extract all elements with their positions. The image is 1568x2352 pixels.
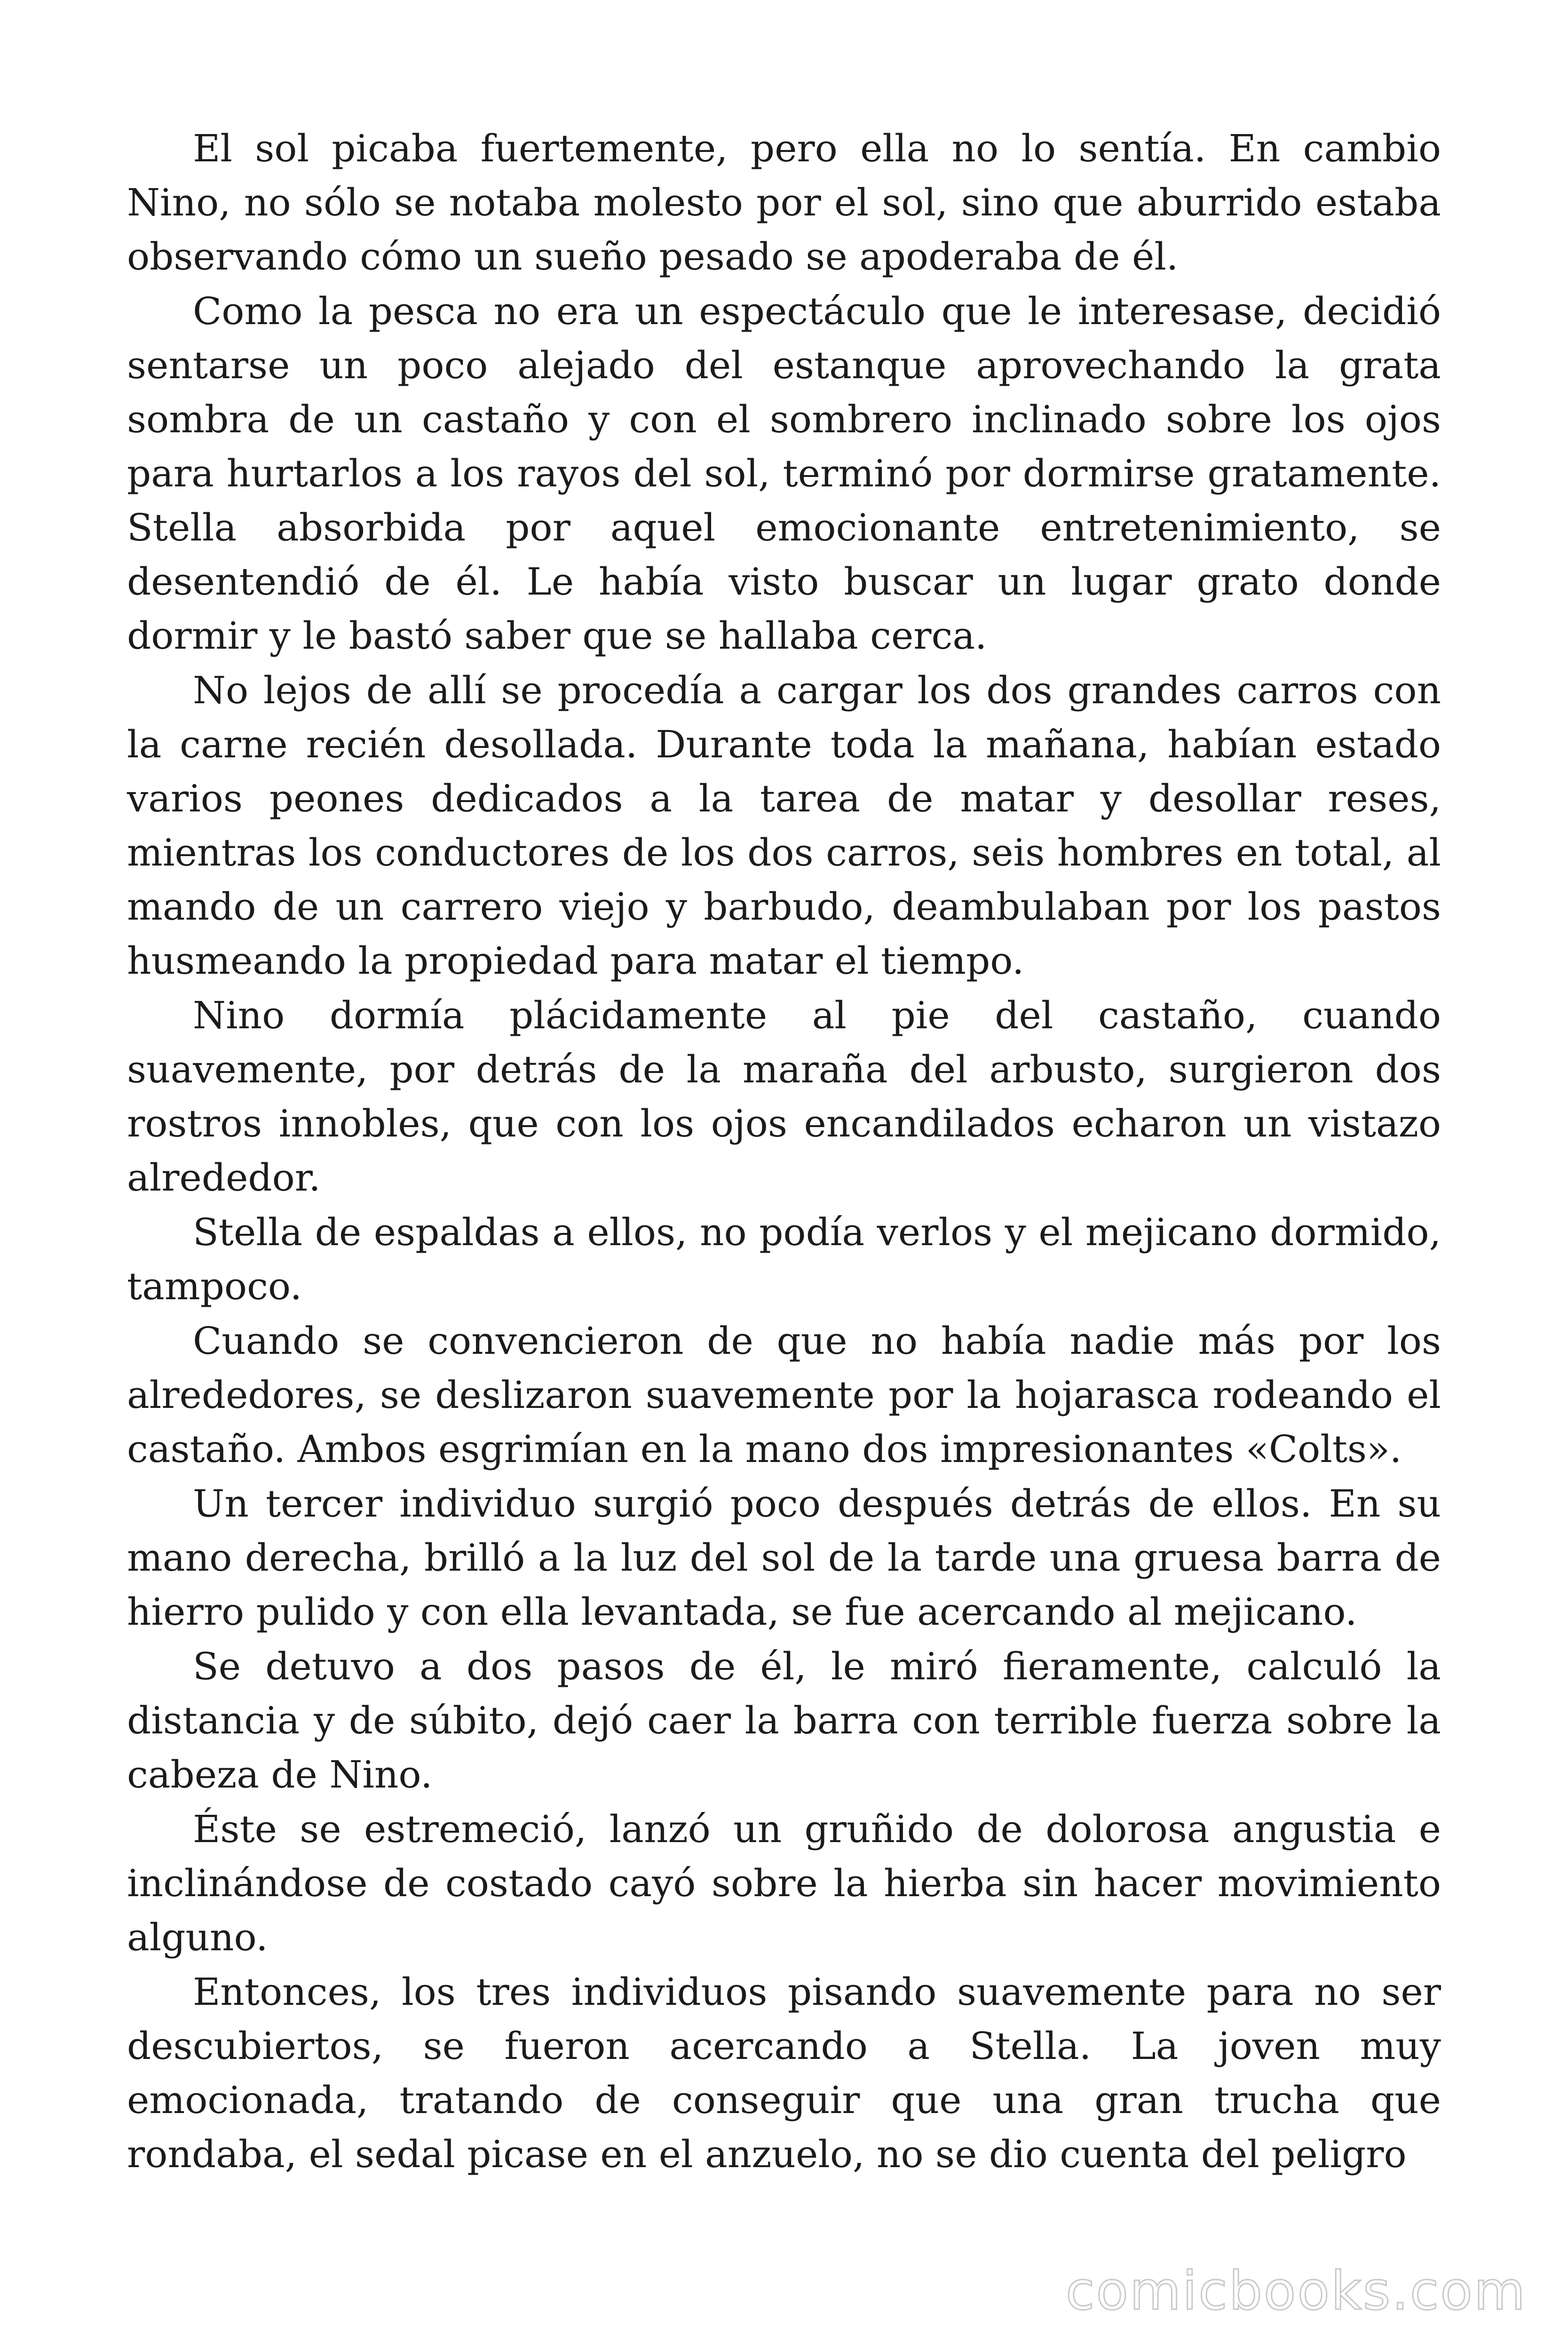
paragraph-7: Un tercer individuo surgió poco después detrás de ellos. En su mano derecha, brilló a la luz del sol de la tarde una gruesa barra de hierro pulido y con ella levantada, se fue acercando al mejicano.	[127, 1482, 1441, 1634]
paragraph-9: Éste se estremeció, lanzó un gruñido de dolorosa angustia e inclinándose de costado cayó sobre la hierba sin hacer movimiento alguno.	[127, 1807, 1441, 1959]
paragraph-10: Entonces, los tres individuos pisando suavemente para no ser descubiertos, se fueron acercando a Stella. La joven muy emocionada, tratando de conseguir que una gran trucha que rondaba, el sedal picase en el anzuelo, no se dio cuenta del peligro	[127, 1970, 1441, 2176]
watermark: comicbooks.com	[1065, 2261, 1527, 2322]
page-text-body	[127, 121, 1441, 2182]
paragraph-8: Se detuvo a dos pasos de él, le miró fieramente, calculó la distancia y de súbito, dejó caer la barra con terrible fuerza sobre la cabeza de Nino.	[127, 1645, 1441, 1796]
paragraph-1: El sol picaba fuertemente, pero ella no lo sentía. En cambio Nino, no sólo se notaba molesto por el sol, sino que aburrido estaba observando cómo un sueño pesado se apoderaba de él.	[127, 127, 1441, 278]
paragraph-2: Como la pesca no era un espectáculo que le interesase, decidió sentarse un poco alejado del estanque aprovechando la grata sombra de un castaño y con el sombrero inclinado sobre los ojos para hurtarlos a los rayos del sol, terminó por dormirse gratamente. Stella absorbida por aquel emocionante entretenimiento, se desentendió de él. Le había visto buscar un lugar grato donde dormir y le bastó saber que se hallaba cerca.	[127, 289, 1441, 658]
paragraph-4: Nino dormía plácidamente al pie del castaño, cuando suavemente, por detrás de la maraña del arbusto, surgieron dos rostros innobles, que con los ojos encandilados echaron un vistazo alrededor.	[127, 993, 1441, 1200]
paragraph-3: No lejos de allí se procedía a cargar los dos grandes carros con la carne recién desollada. Durante toda la mañana, habían estado varios peones dedicados a la tarea de matar y desollar reses, mientras los conductores de los dos carros, seis hombres en total, al mando de un carrero viejo y barbudo, deambulaban por los pastos husmeando la propiedad para matar el tiempo.	[127, 668, 1441, 983]
paragraph-6: Cuando se convencieron de que no había nadie más por los alrededores, se deslizaron suavemente por la hojarasca rodeando el castaño. Ambos esgrimían en la mano dos impresionantes «Colts».	[127, 1319, 1441, 1471]
paragraph-5: Stella de espaldas a ellos, no podía verlos y el mejicano dormido, tampoco.	[127, 1210, 1441, 1308]
